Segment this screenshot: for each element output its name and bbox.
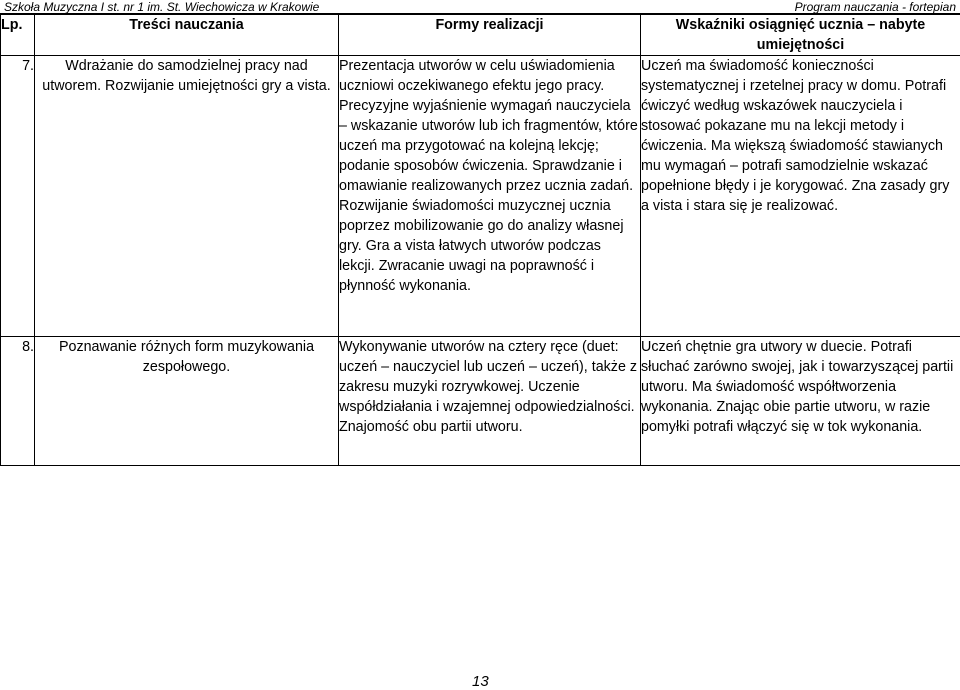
column-header-formy: Formy realizacji [339, 15, 641, 56]
row-tresci: Wdrażanie do samodzielnej pracy nad utworem. Rozwijanie umiejętności gry a vista. [35, 56, 339, 337]
row-wskazniki: Uczeń ma świadomość konieczności systematycznej i rzetelnej pracy w domu. Potrafi ćwiczyć według wskazówek nauczyciela i stosować pokazane mu na lekcji metody i ćwiczenia. Ma większą świadomość stawianych mu wymagań – potrafi samodzielnie wskazać popełnione błędy i je korygować. Zna zasady gry a vista i stara się je realizować. [641, 56, 960, 337]
column-header-wskazniki: Wskaźniki osiągnięć ucznia – nabyte umiejętności [641, 15, 960, 56]
curriculum-table [0, 14, 960, 466]
page-number: 13 [472, 673, 489, 690]
column-header-tresci: Treści nauczania [35, 15, 339, 56]
table-row [1, 337, 960, 466]
row-wskazniki: Uczeń chętnie gra utwory w duecie. Potrafi słuchać zarówno swojej, jak i towarzyszącej partii utworu. Ma świadomość współtworzenia wykonania. Znając obie partie utworu, w razie pomyłki potrafi włączyć się w tok wykonania. [641, 337, 960, 466]
row-formy: Wykonywanie utworów na cztery ręce (duet: uczeń – nauczyciel lub uczeń – uczeń), także z zakresu muzyki rozrywkowej. Uczenie współdziałania i wzajemnej odpowiedzialności. Znajomość obu partii utworu. [339, 337, 641, 466]
table-header-row [1, 15, 960, 56]
row-formy: Prezentacja utworów w celu uświadomienia uczniowi oczekiwanego efektu jego pracy. Precyzyjne wyjaśnienie wymagań nauczyciela – wskazanie utworów lub ich fragmentów, które uczeń ma przygotować na kolejną lekcję; podanie sposobów ćwiczenia. Sprawdzanie i omawianie realizowanych przez ucznia zadań. Rozwijanie świadomości muzycznej ucznia poprzez mobilizowanie go do analizy własnej gry. Gra a vista łatwych utworów podczas lekcji. Zwracanie uwagi na poprawność i płynność wykonania. [339, 56, 641, 337]
row-tresci: Poznawanie różnych form muzykowania zespołowego. [35, 337, 339, 466]
row-number: 8. [1, 337, 35, 466]
column-header-lp: Lp. [1, 15, 35, 56]
row-number: 7. [1, 56, 35, 337]
header-school-name: Szkoła Muzyczna I st. nr 1 im. St. Wiechowicza w Krakowie [4, 0, 319, 14]
header-program-title: Program nauczania - fortepian [795, 0, 956, 14]
table-row [1, 56, 960, 337]
